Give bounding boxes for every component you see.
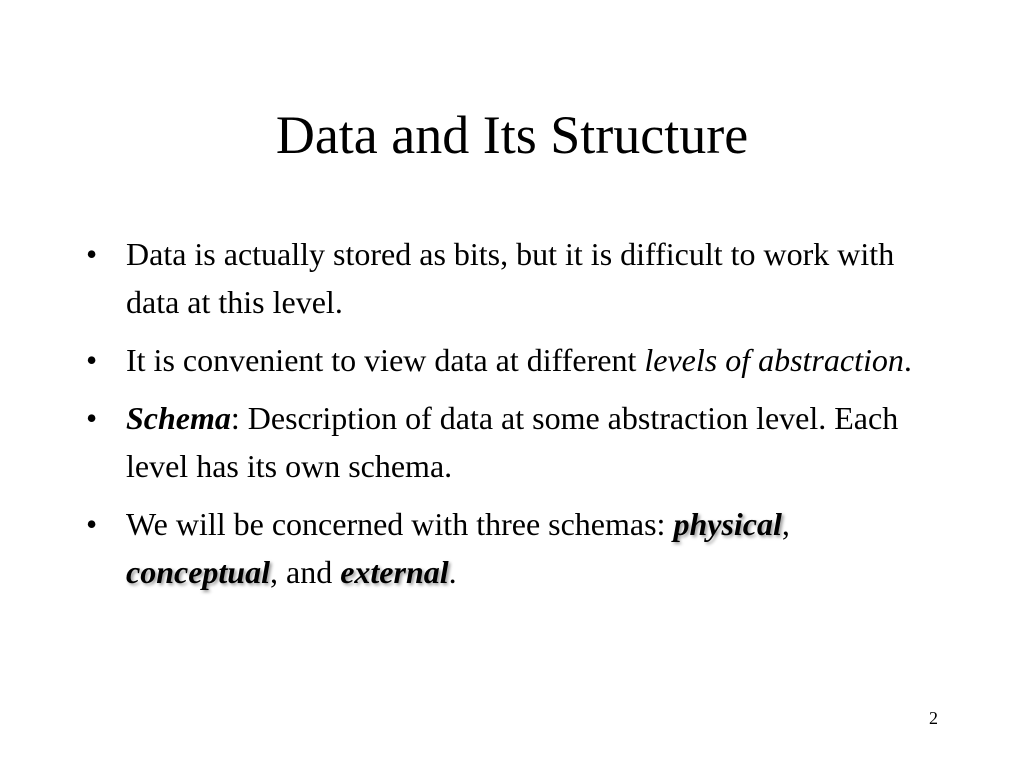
bullet-item-three-schemas — [86, 500, 946, 596]
bullet-list — [86, 230, 946, 606]
bullet-text-end: . — [903, 342, 912, 378]
bullet-text-end: . — [448, 554, 457, 590]
bullet-marker: • — [86, 342, 98, 378]
separator: , — [781, 506, 790, 542]
bullet-item-schema — [86, 394, 946, 490]
emphasis-levels-of-abstraction: levels of abstraction — [644, 342, 904, 378]
separator: , and — [269, 554, 341, 590]
term-schema: Schema — [126, 400, 231, 436]
bullet-text: : Description of data at some abstraction level. Each level has its own schema. — [126, 400, 899, 484]
page-number: 2 — [929, 708, 938, 728]
bullet-text: Data is actually stored as bits, but it is difficult to work with data at this level. — [126, 236, 895, 320]
bullet-text: It is convenient to view data at different — [126, 342, 645, 378]
term-physical: physical — [673, 506, 782, 542]
bullet-item-levels — [86, 336, 946, 384]
bullet-marker: • — [86, 400, 98, 436]
bullet-item-bits — [86, 230, 946, 326]
bullet-marker: • — [86, 236, 98, 272]
bullet-text: We will be concerned with three schemas: — [126, 506, 674, 542]
bullet-marker: • — [86, 506, 98, 542]
term-external: external — [340, 554, 449, 590]
term-conceptual: conceptual — [126, 554, 270, 590]
slide-title: Data and Its Structure — [275, 105, 749, 165]
